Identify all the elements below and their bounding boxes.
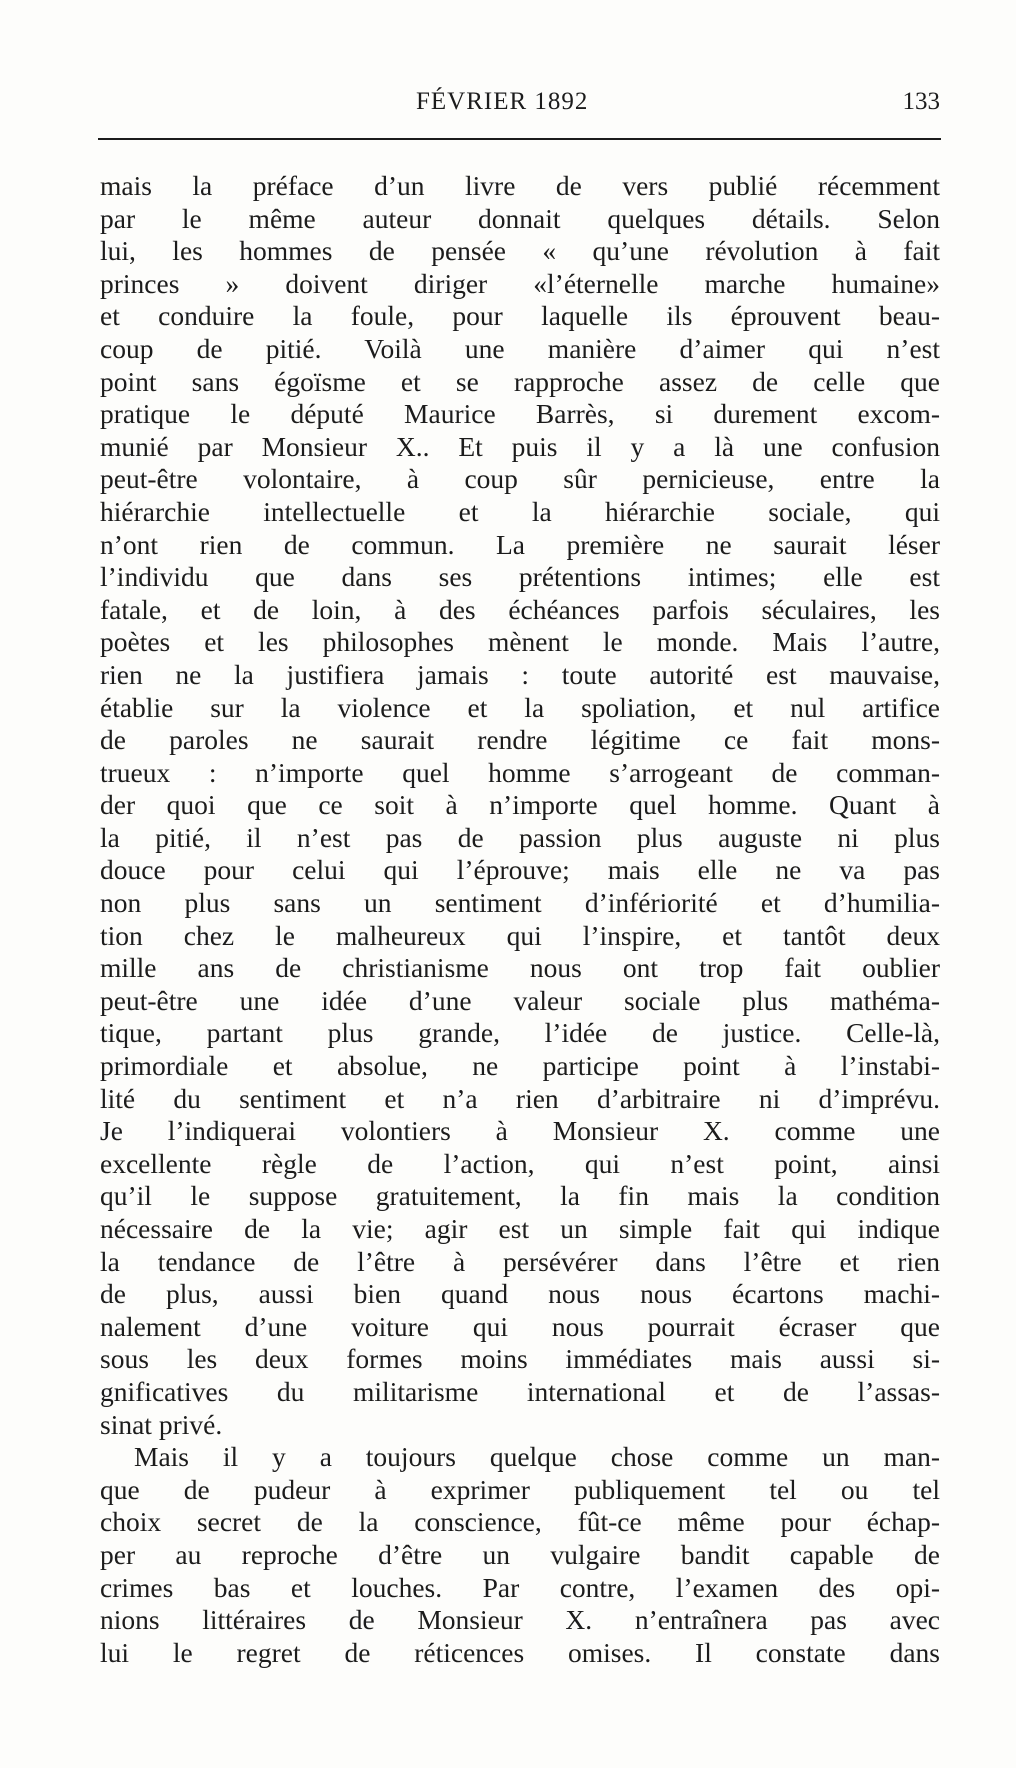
text-line: douce pour celui qui l’éprouve; mais elle ne va pas — [100, 854, 940, 886]
paragraph-start-line: Mais il y a toujours quelque chose comme un man- — [134, 1441, 940, 1473]
text-line: tion chez le malheureux qui l’inspire, et tantôt deux — [100, 919, 940, 951]
text-line: peut-être une idée d’une valeur sociale plus mathéma- — [100, 984, 940, 1016]
text-line: gnificatives du militarisme international et de l’assas- — [100, 1375, 940, 1407]
text-line: la tendance de l’être à persévérer dans l’être et rien — [100, 1245, 940, 1277]
text-line: lui, les hommes de pensée « qu’une révolution à fait — [100, 235, 940, 267]
header-rule — [98, 138, 941, 140]
text-line: hiérarchie intellectuelle et la hiérarchie sociale, qui — [100, 495, 940, 527]
body-text — [100, 170, 940, 1669]
text-line: nions littéraires de Monsieur X. n’entraînera pas avec — [100, 1604, 940, 1636]
text-line: poètes et les philosophes mènent le monde. Mais l’autre, — [100, 626, 940, 658]
text-line: primordiale et absolue, ne participe point à l’instabi- — [100, 1050, 940, 1082]
text-line: sous les deux formes moins immédiates mais aussi si- — [100, 1343, 940, 1375]
text-line: rien ne la justifiera jamais : toute autorité est mauvaise, — [100, 658, 940, 690]
text-line: tique, partant plus grande, l’idée de justice. Celle-là, — [100, 1017, 940, 1049]
text-line: de paroles ne saurait rendre légitime ce fait mons- — [100, 724, 940, 756]
text-line: lité du sentiment et n’a rien d’arbitraire ni d’imprévu. — [100, 1082, 940, 1114]
page-number: 133 — [902, 88, 940, 115]
text-line: n’ont rien de commun. La première ne saurait léser — [100, 528, 940, 560]
text-line: lui le regret de réticences omises. Il constate dans — [100, 1636, 940, 1668]
text-line: choix secret de la conscience, fût-ce même pour échap- — [100, 1506, 940, 1538]
text-line: coup de pitié. Voilà une manière d’aimer qui n’est — [100, 332, 940, 364]
text-line: nécessaire de la vie; agir est un simple fait qui indique — [100, 1213, 940, 1244]
text-line: excellente règle de l’action, qui n’est point, ainsi — [100, 1147, 940, 1179]
text-line: non plus sans un sentiment d’infériorité et d’humilia- — [100, 887, 940, 919]
text-line: qu’il le suppose gratuitement, la fin mais la condition — [100, 1180, 940, 1212]
text-line: par le même auteur donnait quelques détails. Selon — [100, 202, 940, 234]
text-line: la pitié, il n’est pas de passion plus auguste ni plus — [100, 821, 940, 853]
text-line: point sans égoïsme et se rapproche assez de celle que — [100, 365, 940, 397]
text-line: établie sur la violence et la spoliation, et nul artifice — [100, 691, 940, 723]
running-title: FÉVRIER 1892 — [416, 88, 589, 115]
text-line: princes » doivent diriger «l’éternelle marche humaine» — [100, 267, 940, 299]
page-header — [100, 88, 940, 122]
text-line: der quoi que ce soit à n’importe quel homme. Quant à — [100, 789, 940, 821]
text-line: peut-être volontaire, à coup sûr pernicieuse, entre la — [100, 463, 940, 495]
paragraph-end-line: sinat privé. — [100, 1408, 223, 1440]
text-line: mille ans de christianisme nous ont trop fait oublier — [100, 952, 940, 984]
text-line: de plus, aussi bien quand nous nous écartons machi- — [100, 1278, 940, 1310]
text-line: nalement d’une voiture qui nous pourrait écraser que — [100, 1310, 940, 1342]
text-line: per au reproche d’être un vulgaire bandit capable de — [100, 1538, 940, 1570]
text-line: pratique le député Maurice Barrès, si durement excom- — [100, 398, 940, 430]
text-line: Je l’indiquerai volontiers à Monsieur X. comme une — [100, 1115, 940, 1147]
text-line: crimes bas et louches. Par contre, l’examen des opi- — [100, 1571, 940, 1603]
text-line: trueux : n’importe quel homme s’arrogeant de comman- — [100, 756, 940, 788]
text-line: et conduire la foule, pour laquelle ils éprouvent beau- — [100, 300, 940, 332]
text-line: munié par Monsieur X.. Et puis il y a là une confusion — [100, 430, 940, 462]
text-line: l’individu que dans ses prétentions intimes; elle est — [100, 561, 940, 593]
text-line: mais la préface d’un livre de vers publié récemment — [100, 170, 940, 201]
text-line: fatale, et de loin, à des échéances parfois séculaires, les — [100, 593, 940, 625]
text-line: que de pudeur à exprimer publiquement tel ou tel — [100, 1473, 940, 1505]
